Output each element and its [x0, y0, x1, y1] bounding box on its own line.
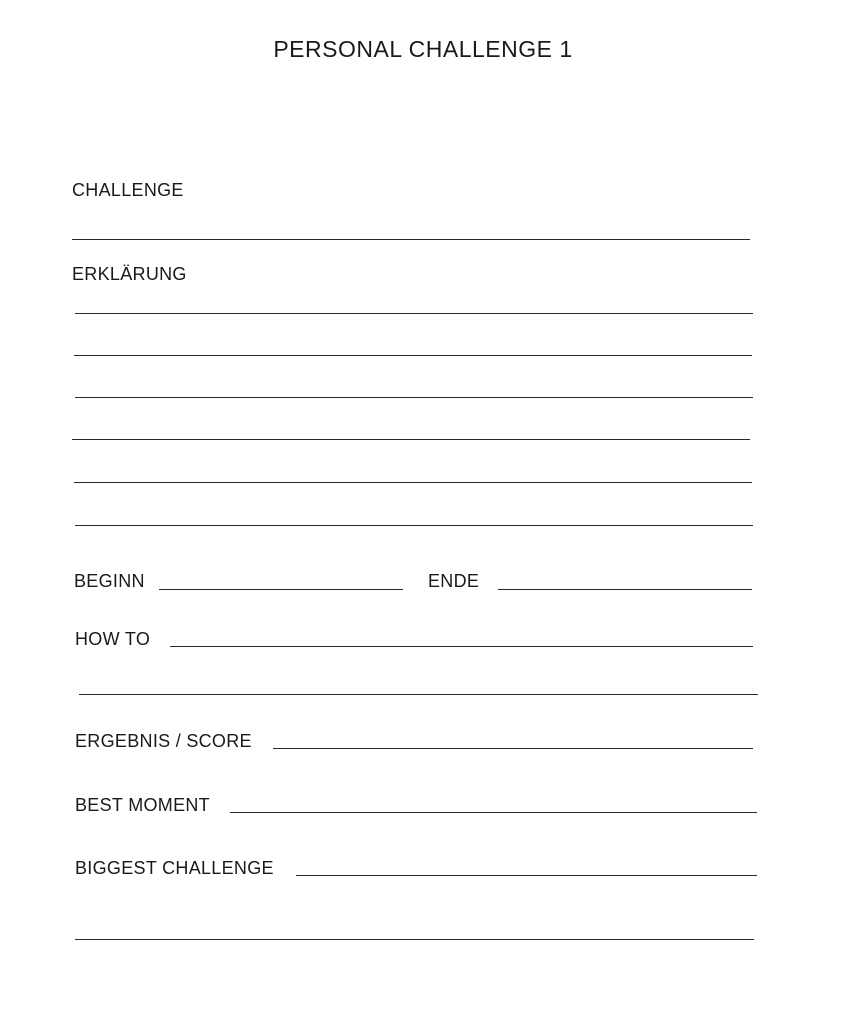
how-to-line-1[interactable]: [170, 646, 753, 647]
challenge-line[interactable]: [72, 239, 750, 240]
end-line[interactable]: [498, 589, 752, 590]
explanation-line-1[interactable]: [75, 313, 753, 314]
challenge-label: CHALLENGE: [72, 180, 184, 200]
explanation-label: ERKLÄRUNG: [72, 264, 187, 284]
result-label: ERGEBNIS / SCORE: [75, 731, 252, 751]
best-moment-line[interactable]: [230, 812, 757, 813]
biggest-challenge-label: BIGGEST CHALLENGE: [75, 858, 274, 878]
start-label: BEGINN: [74, 571, 145, 591]
biggest-challenge-line-1[interactable]: [296, 875, 757, 876]
biggest-challenge-line-2[interactable]: [75, 939, 754, 940]
explanation-line-4[interactable]: [72, 439, 750, 440]
explanation-line-6[interactable]: [75, 525, 753, 526]
start-line[interactable]: [159, 589, 403, 590]
end-label: ENDE: [428, 571, 480, 591]
how-to-line-2[interactable]: [79, 694, 758, 695]
how-to-label: HOW TO: [75, 629, 151, 649]
result-line[interactable]: [273, 748, 753, 749]
best-moment-label: BEST MOMENT: [75, 795, 210, 815]
explanation-line-5[interactable]: [74, 482, 752, 483]
explanation-line-2[interactable]: [74, 355, 752, 356]
page-title: PERSONAL CHALLENGE 1: [273, 36, 573, 62]
explanation-line-3[interactable]: [75, 397, 753, 398]
